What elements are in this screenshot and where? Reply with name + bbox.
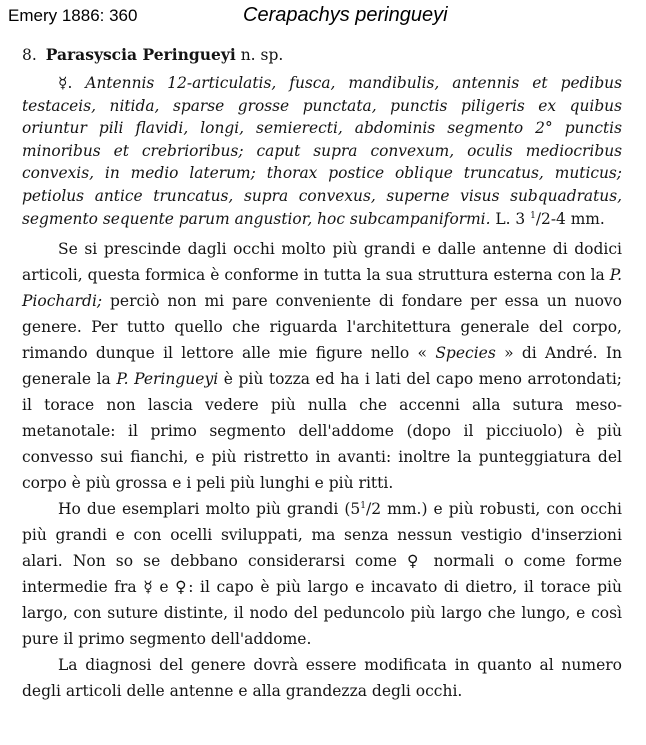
species-status: n. sp. (240, 46, 284, 64)
paragraph-specimens: Ho due esemplari molto più grandi ($5^1/2$ mm.) e più robusti, con occhi più grandi e con ocelli sviluppati, ma senza nessun vestigio d'inserzioni alari. Non so se debbano considerarsi come ♀ normali o come forme intermedie fra ☿ e ♀: il capo è più largo e incavato di dietro, il torace più largo, con suture distinte, il nodo del peduncolo più largo che lungo, e così pure il primo segmento dell'addome. (22, 500, 622, 649)
species-number: 8. (22, 46, 37, 64)
species-header: Cerapachys peringueyi (243, 4, 448, 26)
document-page (22, 45, 622, 704)
diagnosis-length: L. 3 $^1$/2-4 mm. (495, 209, 605, 228)
worker-symbol: ☿. (58, 74, 73, 92)
taxon-piochardi: P. Piochardi; (22, 266, 622, 311)
paragraph-comparison: Se si prescinde dagli occhi molto più grandi e dalle antenne di dodici articoli, questa formica è conforme in tutta la sua struttura esterna con la P. Piochardi; perciò non mi pare conveniente di fondare per essa un nuovo genere. Per tutto quello che riguarda l'architettura generale del corpo, rimando dunque il lettore alle mie figure nello « Species » di André. In generale la P. Peringueyi è più tozza ed ha i lati del capo meno arrotondati; il torace non lascia vedere più nulla che accenni alla sutura meso-metanotale: il primo segmento dell'addome (dopo il picciuolo) è più convesso sui fianchi, e più ristretto in avanti: inoltre la punteggiatura del corpo è più grossa e i peli più lunghi e più ritti. (22, 240, 622, 493)
paragraph-genus-note: La diagnosi del genere dovrà essere modificata in quanto al numero degli articoli delle antenne e alla grandezza degli occhi. (22, 656, 622, 701)
species-name: Parasyscia Peringueyi (45, 45, 236, 64)
taxon-peringueyi: P. Peringueyi (116, 370, 219, 389)
species-title (22, 45, 622, 64)
diagnosis-text: Antennis 12-articulatis, fusca, mandibulis, antennis et pedibus testaceis, nitida, sparse grosse punctata, punctis piligeris ex quibus oriuntur pili flavidi, longi, semierecti, abdominis segmento 2° punctis minoribus et crebrioribus; caput supra convexum, oculis mediocribus convexis, in medio laterum; thorax postice oblique truncatus, muticus; petiolus antice truncatus, supra convexus, superne visus subquadratus, segmento sequente parum angustior, hoc subcampaniformi. (22, 74, 622, 228)
latin-diagnosis (22, 72, 622, 230)
work-species: Species (435, 344, 496, 363)
citation-header: Emery 1886: 360 (8, 6, 138, 25)
